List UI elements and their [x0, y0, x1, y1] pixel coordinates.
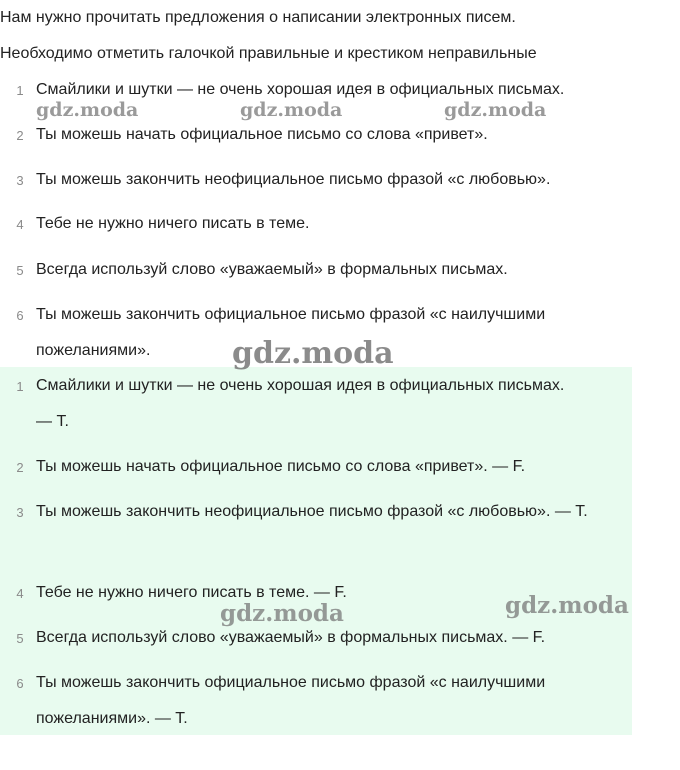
question-number: 4	[16, 217, 24, 232]
question-number: 3	[16, 173, 24, 188]
watermark: gdz.moda	[444, 99, 547, 121]
question-text: Ты можешь закончить официальное письмо фразой «с наилучшими пожеланиями».	[36, 306, 546, 359]
question-number: 5	[16, 263, 24, 278]
answer-text: Ты можешь закончить неофициальное письмо фразой «с любовью». — T.	[36, 503, 588, 520]
answer-text: Тебе не нужно ничего писать в теме. — F.	[36, 584, 347, 601]
intro-line-2: Необходимо отметить галочкой правильные и крестиком неправильные	[0, 45, 537, 62]
watermark: gdz.moda	[505, 592, 629, 619]
answer-number: 4	[16, 586, 24, 601]
question-number: 6	[16, 308, 24, 323]
answer-text: Ты можешь начать официальное письмо со слова «привет». — F.	[36, 458, 526, 475]
watermark: gdz.moda	[220, 600, 344, 627]
answer-number: 1	[16, 379, 24, 394]
answer-text: Всегда используй слово «уважаемый» в формальных письмах. — F.	[36, 629, 546, 646]
watermark: gdz.moda	[36, 99, 139, 121]
question-number: 1	[16, 83, 24, 98]
question-text: Смайлики и шутки — не очень хорошая идея в официальных письмах.	[36, 81, 565, 98]
question-text: Тебе не нужно ничего писать в теме.	[36, 215, 310, 232]
answer-number: 5	[16, 631, 24, 646]
question-text: Ты можешь начать официальное письмо со слова «привет».	[36, 126, 488, 143]
answer-number: 2	[16, 460, 24, 475]
question-number: 2	[16, 128, 24, 143]
watermark: gdz.moda	[232, 336, 394, 371]
watermark: gdz.moda	[240, 99, 343, 121]
question-text: Всегда используй слово «уважаемый» в формальных письмах.	[36, 261, 508, 278]
question-text: Ты можешь закончить неофициальное письмо фразой «с любовью».	[36, 171, 551, 188]
answer-number: 3	[16, 505, 24, 520]
answer-text: Ты можешь закончить официальное письмо фразой «с наилучшими пожеланиями». — T.	[36, 674, 546, 727]
answer-number: 6	[16, 676, 24, 691]
intro-line-1: Нам нужно прочитать предложения о написании электронных писем.	[0, 9, 516, 26]
answer-text: Смайлики и шутки — не очень хорошая идея в официальных письмах. — T.	[36, 377, 565, 430]
